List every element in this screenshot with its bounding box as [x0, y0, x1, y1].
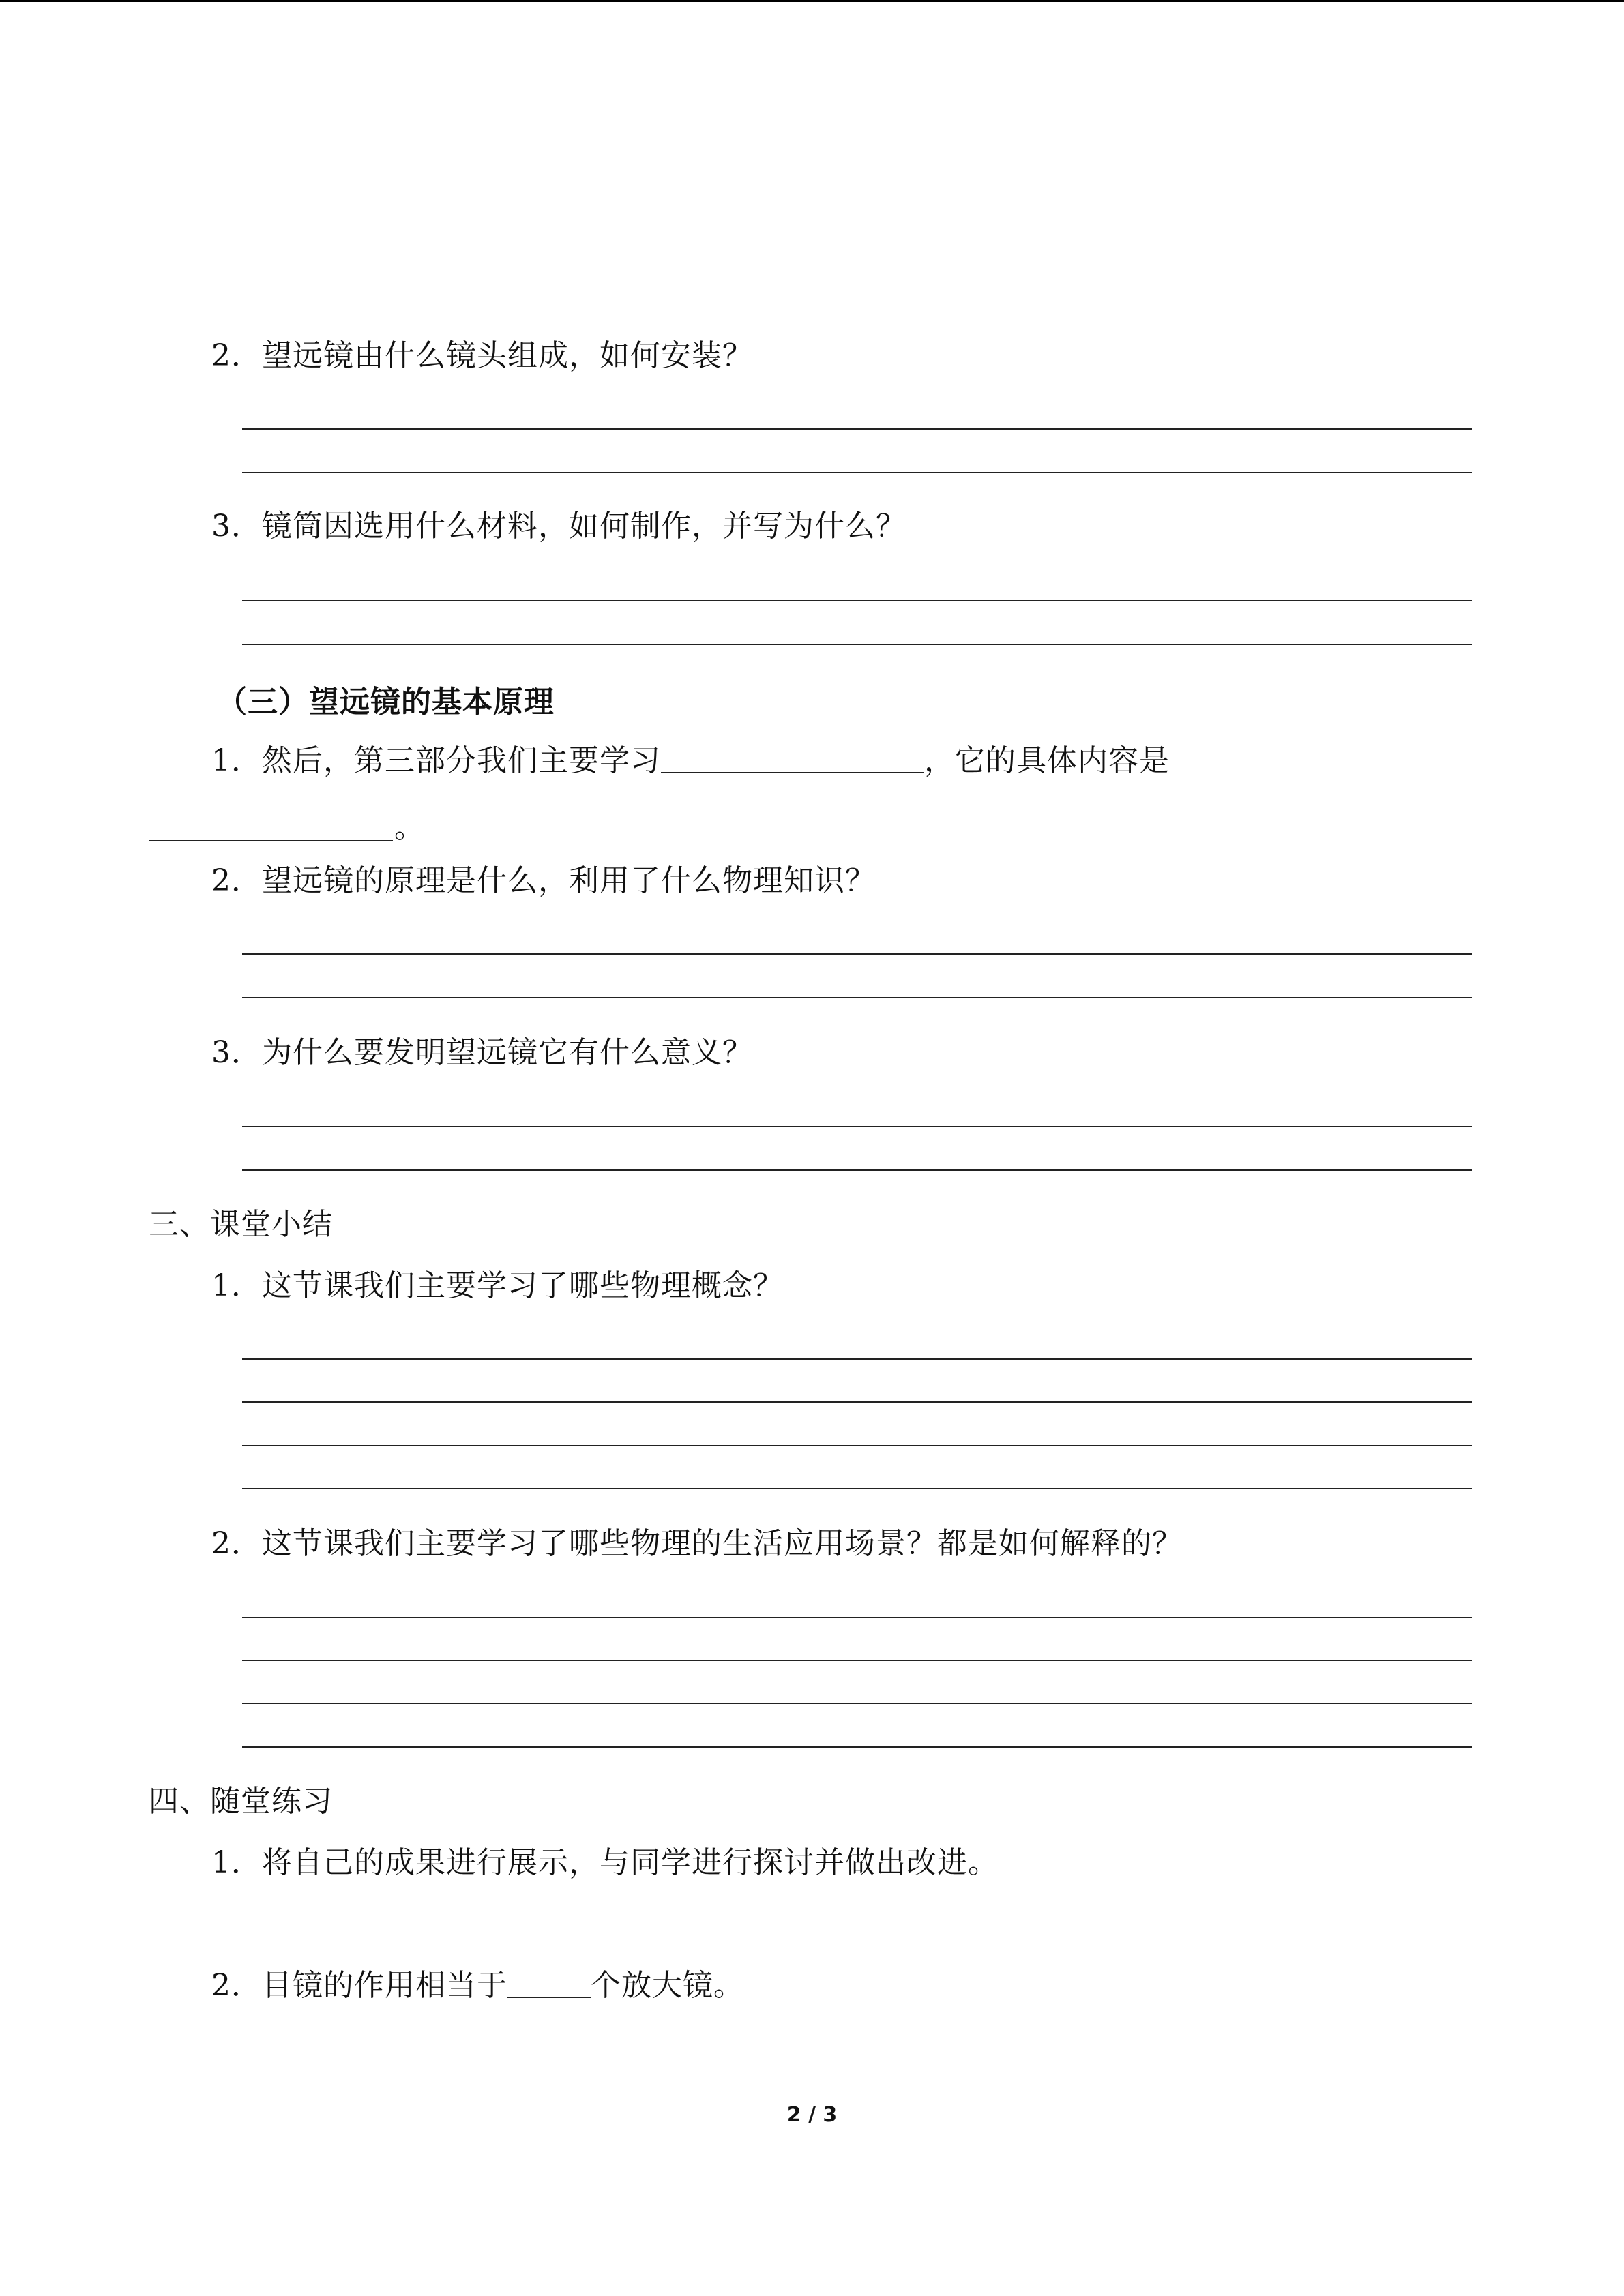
- answer-line[interactable]: [242, 1169, 1472, 1171]
- question-applications: 2．这节课我们主要学习了哪些物理的生活应用场景？都是如何解释的？: [211, 1526, 1183, 1561]
- answer-line[interactable]: [242, 1126, 1472, 1127]
- practice-part-1: 2．目镜的作用相当于: [211, 1968, 507, 2003]
- fill-blank-topic[interactable]: [661, 745, 924, 773]
- subsection-heading-principle: （三）望远镜的基本原理: [217, 685, 555, 719]
- answer-line[interactable]: [242, 1401, 1472, 1403]
- answer-line[interactable]: [242, 1746, 1472, 1748]
- answer-line[interactable]: [242, 1488, 1472, 1489]
- practice-item-eyepiece: [211, 1967, 744, 2005]
- sentence-part-2: ，它的具体内容是: [924, 743, 1170, 778]
- top-border: [0, 0, 1624, 2]
- answer-line[interactable]: [242, 997, 1472, 998]
- answer-line[interactable]: [242, 1703, 1472, 1704]
- fill-blank-content[interactable]: [149, 840, 393, 841]
- page-number: 2 / 3: [786, 2103, 838, 2127]
- answer-line[interactable]: [242, 953, 1472, 955]
- answer-line[interactable]: [242, 1358, 1472, 1360]
- question-tube-material: 3．镜筒因选用什么材料，如何制作，并写为什么？: [211, 509, 906, 543]
- section-heading-practice: 四、随堂练习: [149, 1784, 333, 1819]
- question-telescope-lenses: 2．望远镜由什么镜头组成，如何安装？: [211, 338, 753, 373]
- practice-part-2: 个放大镜。: [591, 1968, 744, 2003]
- sentence-part-1: 1．然后，第三部分我们主要学习: [211, 743, 661, 778]
- question-concepts: 1．这节课我们主要学习了哪些物理概念？: [211, 1268, 784, 1303]
- answer-line[interactable]: [242, 1445, 1472, 1446]
- answer-line[interactable]: [242, 472, 1472, 473]
- sentence-end: 。: [394, 810, 425, 845]
- answer-line[interactable]: [242, 1660, 1472, 1661]
- answer-line[interactable]: [242, 1617, 1472, 1618]
- answer-line[interactable]: [242, 428, 1472, 430]
- section-heading-summary: 三、课堂小结: [149, 1207, 333, 1242]
- answer-line[interactable]: [242, 644, 1472, 645]
- practice-item-showcase: 1．将自己的成果进行展示，与同学进行探讨并做出改进。: [211, 1845, 999, 1880]
- question-principle: 2．望远镜的原理是什么，利用了什么物理知识？: [211, 863, 876, 898]
- fill-in-sentence: [211, 742, 1170, 780]
- question-significance: 3．为什么要发明望远镜它有什么意义？: [211, 1035, 753, 1070]
- answer-line[interactable]: [242, 600, 1472, 601]
- fill-blank-count[interactable]: [507, 1969, 591, 1998]
